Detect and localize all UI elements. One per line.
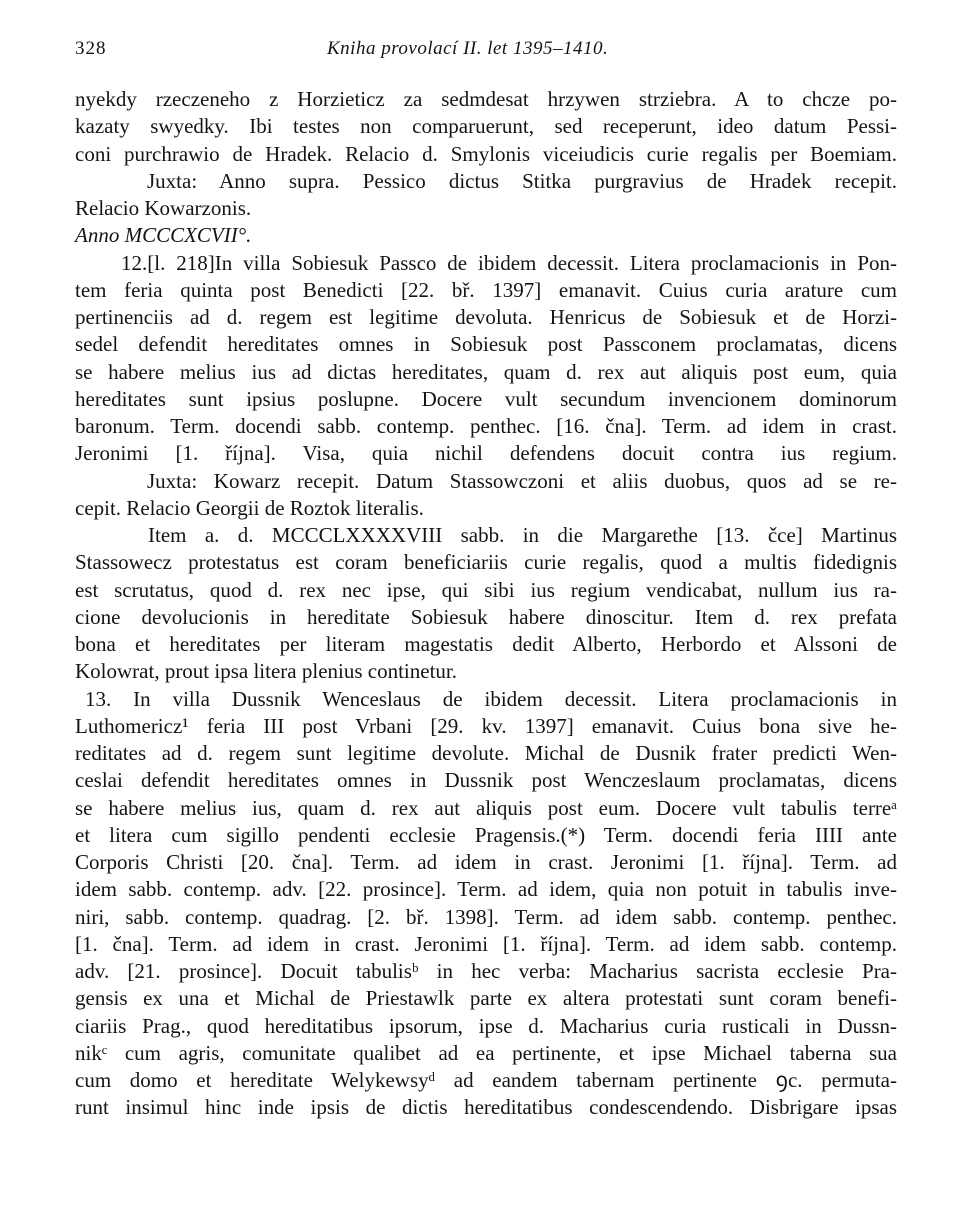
text-line: coni purchrawio de Hradek. Relacio d. Smylonis viceiudicis curie regalis per Boemiam. [75, 141, 897, 166]
text-line: gensis ex una et Michal de Priestawlk parte ex altera protestati sunt coram benefi- [75, 986, 897, 1011]
text-line: se habere melius ius, quam d. rex aut aliquis post eum. Docere vult tabulis terreᵃ [75, 795, 897, 820]
text-line: tem feria quinta post Benedicti [22. bř. 1397] emanavit. Cuius curia arature cum [75, 277, 897, 302]
text-line: Juxta: Kowarz recepit. Datum Stassowczoni et aliis duobus, quos ad se re- [147, 468, 897, 493]
text-line: runt insimul hinc inde ipsis de dictis hereditatibus condescendendo. Disbrigare ipsas [75, 1095, 897, 1120]
text-line: Jeronimi [1. října]. Visa, quia nichil defendens docuit contra ius regium. [75, 441, 897, 466]
text-line: pertinenciis ad d. regem est legitime devoluta. Henricus de Sobiesuk et de Horzi- [75, 305, 897, 329]
text-line: kazaty swyedky. Ibi testes non comparuerunt, sed receperunt, ideo datum Pessi- [75, 114, 897, 139]
text-line: nikᶜ cum agris, comunitate qualibet ad ea pertinente, et ipse Michael taberna sua [75, 1040, 897, 1065]
text-line: Luthomericz¹ feria III post Vrbani [29. kv. 1397] emanavit. Cuius bona sive he- [75, 713, 897, 738]
text-line: adv. [21. prosince]. Docuit tabulisᵇ in hec verba: Macharius sacrista ecclesie Pra- [75, 959, 897, 983]
text-line: est scrutatus, quod d. rex nec ipse, qui sibi ius regium vendicabat, nullum ius ra- [75, 577, 897, 602]
text-line: ceslai defendit hereditates omnes in Dussnik post Wenczeslaum proclamatas, dicens [75, 768, 897, 793]
running-title: Kniha provolací II. let 1395–1410. [327, 38, 609, 59]
text-body [75, 86, 897, 1122]
text-line: [1. čna]. Term. ad idem in crast. Jeronimi [1. října]. Term. ad idem sabb. contemp. [75, 931, 897, 956]
page-header [75, 38, 897, 64]
text-line: Kolowrat, prout ipsa litera plenius continetur. [75, 659, 457, 684]
text-line: Item a. d. MCCCLXXXXVIII sabb. in die Margarethe [13. čce] Martinus [148, 523, 897, 547]
text-line: cepit. Relacio Georgii de Roztok literalis. [75, 495, 424, 520]
text-line: reditates ad d. regem sunt legitime devolute. Michal de Dusnik frater predicti Wen- [75, 741, 897, 765]
text-line: hereditates sunt ipsius poslupne. Docere vult secundum invencionem dominorum [75, 386, 897, 411]
text-line: nyekdy rzeczeneho z Horzieticz za sedmdesat hrzywen strziebra. A to chcze po- [75, 87, 897, 111]
text-line: Juxta: Anno supra. Pessico dictus Stitka purgravius de Hradek recepit. [147, 168, 897, 193]
text-line: se habere melius ius ad dictas hereditates, quam d. rex aut aliquis post eum, quia [75, 359, 897, 384]
text-line: idem sabb. contemp. adv. [22. prosince]. Term. ad idem, quia non potuit in tabulis inve- [75, 877, 897, 902]
text-line: baronum. Term. docendi sabb. contemp. penthec. [16. čna]. Term. ad idem in crast. [75, 414, 897, 438]
text-line: Stassowecz protestatus est coram beneficiariis curie regalis, quod a multis fidedignis [75, 550, 897, 575]
text-line: bona et hereditates per literam magestatis dedit Alberto, Herbordo et Alssoni de [75, 632, 897, 656]
text-line: cione devolucionis in hereditate Sobiesuk habere dinoscitur. Item d. rex prefata [75, 604, 897, 629]
year-heading: Anno MCCCXCVII°. [75, 223, 252, 248]
text-line: sedel defendit hereditates omnes in Sobiesuk post Passconem proclamatas, dicens [75, 332, 897, 357]
text-line: niri, sabb. contemp. quadrag. [2. bř. 1398]. Term. ad idem sabb. contemp. penthec. [75, 904, 897, 929]
text-line: Relacio Kowarzonis. [75, 196, 252, 220]
text-line: 13. In villa Dussnik Wenceslaus de ibidem decessit. Litera proclamacionis in [85, 686, 897, 711]
text-line: cum domo et hereditate Welykewsyᵈ ad eandem tabernam pertinente ꝯc. permuta- [75, 1068, 897, 1092]
text-line: 12.[l. 218]In villa Sobiesuk Passco de ibidem decessit. Litera proclamacionis in Pon- [121, 250, 897, 275]
text-line: ciariis Prag., quod hereditatibus ipsorum, ipse d. Macharius curia rusticali in Dussn- [75, 1013, 897, 1038]
text-line: et litera cum sigillo pendenti ecclesie Pragensis.(*) Term. docendi feria IIII ante [75, 822, 897, 847]
page-number: 328 [75, 38, 107, 59]
text-line: Corporis Christi [20. čna]. Term. ad idem in crast. Jeronimi [1. října]. Term. ad [75, 850, 897, 874]
